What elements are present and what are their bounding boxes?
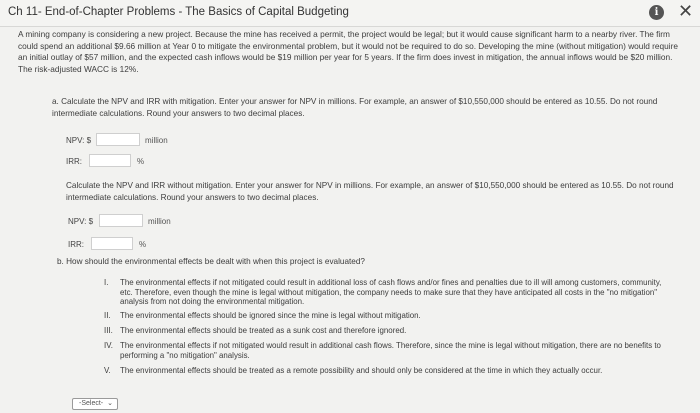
question-b: b. How should the environmental effects be dealt with when this project is evaluated? <box>57 257 365 266</box>
option-text: The environmental effects if not mitigated could result in additional loss of cash flows and/or fines and penalties due to ill will among customers, community, etc. Therefore, even though the mine is legal without mitigation, the company needs to make sure that they have anticipated all costs in the "no mitigation" analysis from not doing the environmental mitigation. <box>120 278 662 307</box>
irr2-label: IRR: <box>68 240 84 249</box>
npv2-unit: million <box>148 217 171 226</box>
irr-unit: % <box>137 157 145 166</box>
answer-select[interactable] <box>72 398 118 410</box>
option-number: III. <box>104 326 113 335</box>
chevron-down-icon: ⌄ <box>107 400 113 407</box>
page-title: Ch 11- End-of-Chapter Problems - The Basics of Capital Budgeting <box>8 6 349 18</box>
option-number: I. <box>104 278 109 287</box>
npv-label: NPV: $ <box>66 136 92 145</box>
option-iv <box>104 341 665 360</box>
npv-with-mitigation-input[interactable] <box>96 133 140 146</box>
question-a-with-mitigation: a. Calculate the NPV and IRR with mitigation. Enter your answer for NPV in millions. For example, an answer of $10,550,000 should be entered as 10.55. Do not round intermediate calculations. Round your answers to two decimal places. <box>52 97 658 118</box>
info-icon[interactable]: i <box>649 5 664 20</box>
option-number: II. <box>104 311 111 320</box>
option-iii <box>104 326 665 336</box>
option-text: The environmental effects should be treated as a remote possibility and should only be considered at the time in which they actually occur. <box>120 366 603 375</box>
option-text: The environmental effects should be treated as a sunk cost and therefore ignored. <box>120 326 407 335</box>
option-number: V. <box>104 366 111 375</box>
irr-with-mitigation-input[interactable] <box>89 154 131 167</box>
option-text: The environmental effects should be ignored since the mine is legal without mitigation. <box>120 311 421 320</box>
npv-unit: million <box>145 136 168 145</box>
select-value: -Select- <box>79 400 104 407</box>
problem-description: A mining company is considering a new project. Because the mine has received a permit, the project would be legal; but it would cause significant harm to a nearby river. The firm could spend an additional $9.66 million at Year 0 to mitigate the environmental problem, but it would not be required to do so. Developing the mine (without mitigation) would require an initial outlay of $57 million, and the expected cash inflows would be $19 million per year for 5 years. If the firm does invest in mitigation, the annual inflows would be $20 million. The risk-adjusted WACC is 12%. <box>18 29 678 74</box>
option-v <box>104 366 665 376</box>
question-a-without-mitigation: Calculate the NPV and IRR without mitigation. Enter your answer for NPV in millions. For example, an answer of $10,550,000 should be entered as 10.55. Do not round intermediate calculations. Round your answers to two decimal places. <box>66 181 674 202</box>
irr-label: IRR: <box>66 157 82 166</box>
irr-without-mitigation-input[interactable] <box>91 237 133 250</box>
npv-without-mitigation-input[interactable] <box>99 214 143 227</box>
option-number: IV. <box>104 341 113 350</box>
title-bar <box>0 0 700 27</box>
option-text: The environmental effects if not mitigated would result in additional cash flows. Therefore, since the mine is legal without mitigation, there are no benefits to performing a "no mitigation" analysis. <box>120 341 661 360</box>
close-icon[interactable]: ✕ <box>678 1 694 22</box>
npv2-label: NPV: $ <box>68 217 94 226</box>
option-i <box>104 278 665 307</box>
option-ii <box>104 311 665 321</box>
irr2-unit: % <box>139 240 147 249</box>
